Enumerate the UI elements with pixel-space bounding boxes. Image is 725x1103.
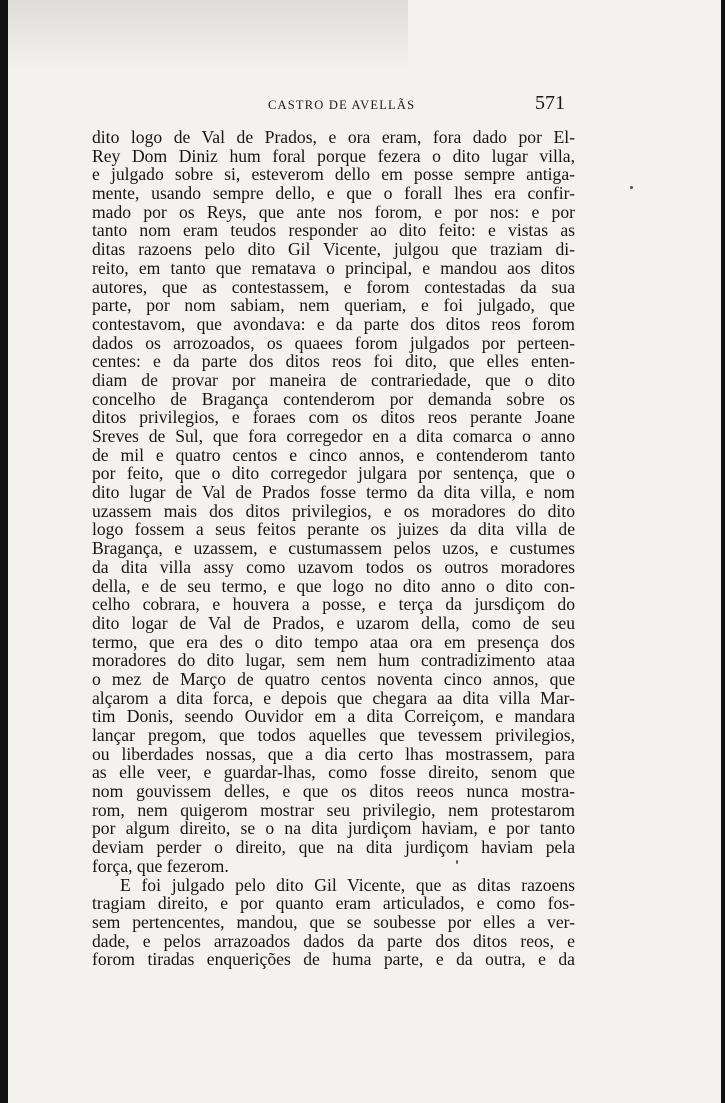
text-line: mente, usando sempre dello, e que o forall lhes era confir- bbox=[92, 183, 575, 204]
text-line: moradores do dito lugar, sem nem hum contradizimento ataa bbox=[92, 650, 575, 671]
text-line: dito logo de Val de Prados, e ora eram, fora dado por El- bbox=[92, 127, 575, 147]
text-line: E foi julgado pelo dito Gil Vicente, que as ditas razoens bbox=[120, 874, 575, 895]
text-line: alçarom a dita forca, e depois que chegara aa dita villa Mar- bbox=[92, 687, 575, 708]
text-line: rom, nem quigerom mostrar seu privilegio, nem protestarom bbox=[92, 799, 575, 820]
text-line: parte, por nom sabiam, nem queriam, e foi julgado, que bbox=[92, 295, 575, 316]
running-head bbox=[0, 92, 725, 118]
paper-speck bbox=[456, 860, 458, 864]
text-line: por algum direito, se o na dita jurdiçom haviam, e por tanto bbox=[92, 818, 575, 839]
text-line: logo fossem a seus feitos perante os juizes da dita villa de bbox=[92, 519, 575, 540]
scan-border-right bbox=[721, 0, 725, 1103]
text-line: reito, em tanto que rematava o principal, e mandou aos ditos bbox=[92, 257, 575, 278]
text-line: as elle veer, e guardar-lhas, como fosse direito, senom que bbox=[92, 762, 575, 783]
text-line: concelho de Bragança contenderom por demanda sobre os bbox=[92, 388, 575, 409]
scan-border-left bbox=[0, 0, 8, 1103]
text-line: contestavom, que avondava: e da parte dos ditos reos forom bbox=[92, 313, 575, 334]
text-line: termo, que era des o dito tempo ataa ora em presença dos bbox=[92, 631, 575, 652]
text-line: autores, que as contestassem, e forom contestadas da sua bbox=[92, 276, 575, 297]
text-line: diam de provar por maneira de contrariedade, que o dito bbox=[92, 369, 575, 390]
text-line: lançar pregom, que todos aquelles que tevessem privilegios, bbox=[92, 725, 575, 745]
text-line: tim Donis, seendo Ouvidor em a dita Correiçom, e mandara bbox=[92, 706, 575, 727]
text-line: centes: e da parte dos ditos reos foi dito, que elles enten- bbox=[92, 351, 575, 372]
text-line: forom tiradas enquerições de huma parte, e da outra, e da bbox=[92, 949, 575, 970]
text-line: tragiam direito, e por quanto eram articulados, e como fos- bbox=[92, 893, 575, 914]
scan-shadow bbox=[8, 0, 408, 70]
text-line: da dita villa assy como uzavom todos os outros moradores bbox=[92, 556, 575, 577]
text-line: dade, e pelos arrazoados dados da parte dos ditos reos, e bbox=[92, 930, 575, 951]
text-line: dados os arrozoados, os quaees forom julgados por perteen- bbox=[92, 332, 575, 353]
text-line: deviam perder o direito, que na dita jurdiçom haviam pela bbox=[92, 837, 575, 858]
text-line: tanto nom eram teudos responder ao dito feito: e vistas as bbox=[92, 220, 575, 241]
text-line: nom gouvissem delles, e que os ditos reeos nunca mostra- bbox=[92, 781, 575, 802]
text-line: e julgado sobre si, esteverom dello em posse sempre antiga- bbox=[92, 164, 575, 185]
text-line: dito logar de Val de Prados, e uzarom della, como de seu bbox=[92, 612, 575, 633]
text-line: mado por os Reys, que ante nos forom, e por nos: e por bbox=[92, 201, 575, 222]
text-line: o mez de Março de quatro centos noventa cinco annos, que bbox=[92, 668, 575, 689]
text-line: ditos privilegios, e foraes com os ditos reos perante Joane bbox=[92, 407, 575, 428]
text-line: della, e de seu termo, e que logo no dito anno o dito con- bbox=[92, 575, 575, 596]
text-line: Bragança, e uzassem, e custumassem pelos uzos, e custumes bbox=[92, 538, 575, 559]
text-line: Rey Dom Diniz hum foral porque fezera o dito lugar villa, bbox=[92, 145, 575, 166]
text-line: sem pertencentes, mandou, que se soubesse por elles a ver- bbox=[92, 911, 575, 932]
page-number: 571 bbox=[535, 92, 565, 114]
text-line: dito lugar de Val de Prados fosse termo da dita villa, e nom bbox=[92, 482, 575, 503]
paper-speck bbox=[630, 186, 633, 189]
text-line: celho cobrara, e houvera a posse, e terça da jursdiçom do bbox=[92, 594, 575, 615]
text-line: por feito, que o dito corregedor julgara por sentença, que o bbox=[92, 463, 575, 484]
body-text bbox=[92, 128, 575, 969]
text-line: Sreves de Sul, que fora corregedor en a dita comarca o anno bbox=[92, 426, 575, 446]
text-line: ou liberdades nossas, que a dia certo lhas mostrassem, para bbox=[92, 743, 575, 764]
text-line: uzassem mais dos ditos privilegios, e os moradores do dito bbox=[92, 500, 575, 521]
text-line: força, que fezerom. bbox=[92, 855, 229, 876]
text-line: ditas razoens pelo dito Gil Vicente, julgou que traziam di- bbox=[92, 239, 575, 260]
text-line: de mil e quatro centos e cinco annos, e contenderom tanto bbox=[92, 444, 575, 465]
running-title: CASTRO DE AVELLÃS bbox=[268, 98, 416, 112]
